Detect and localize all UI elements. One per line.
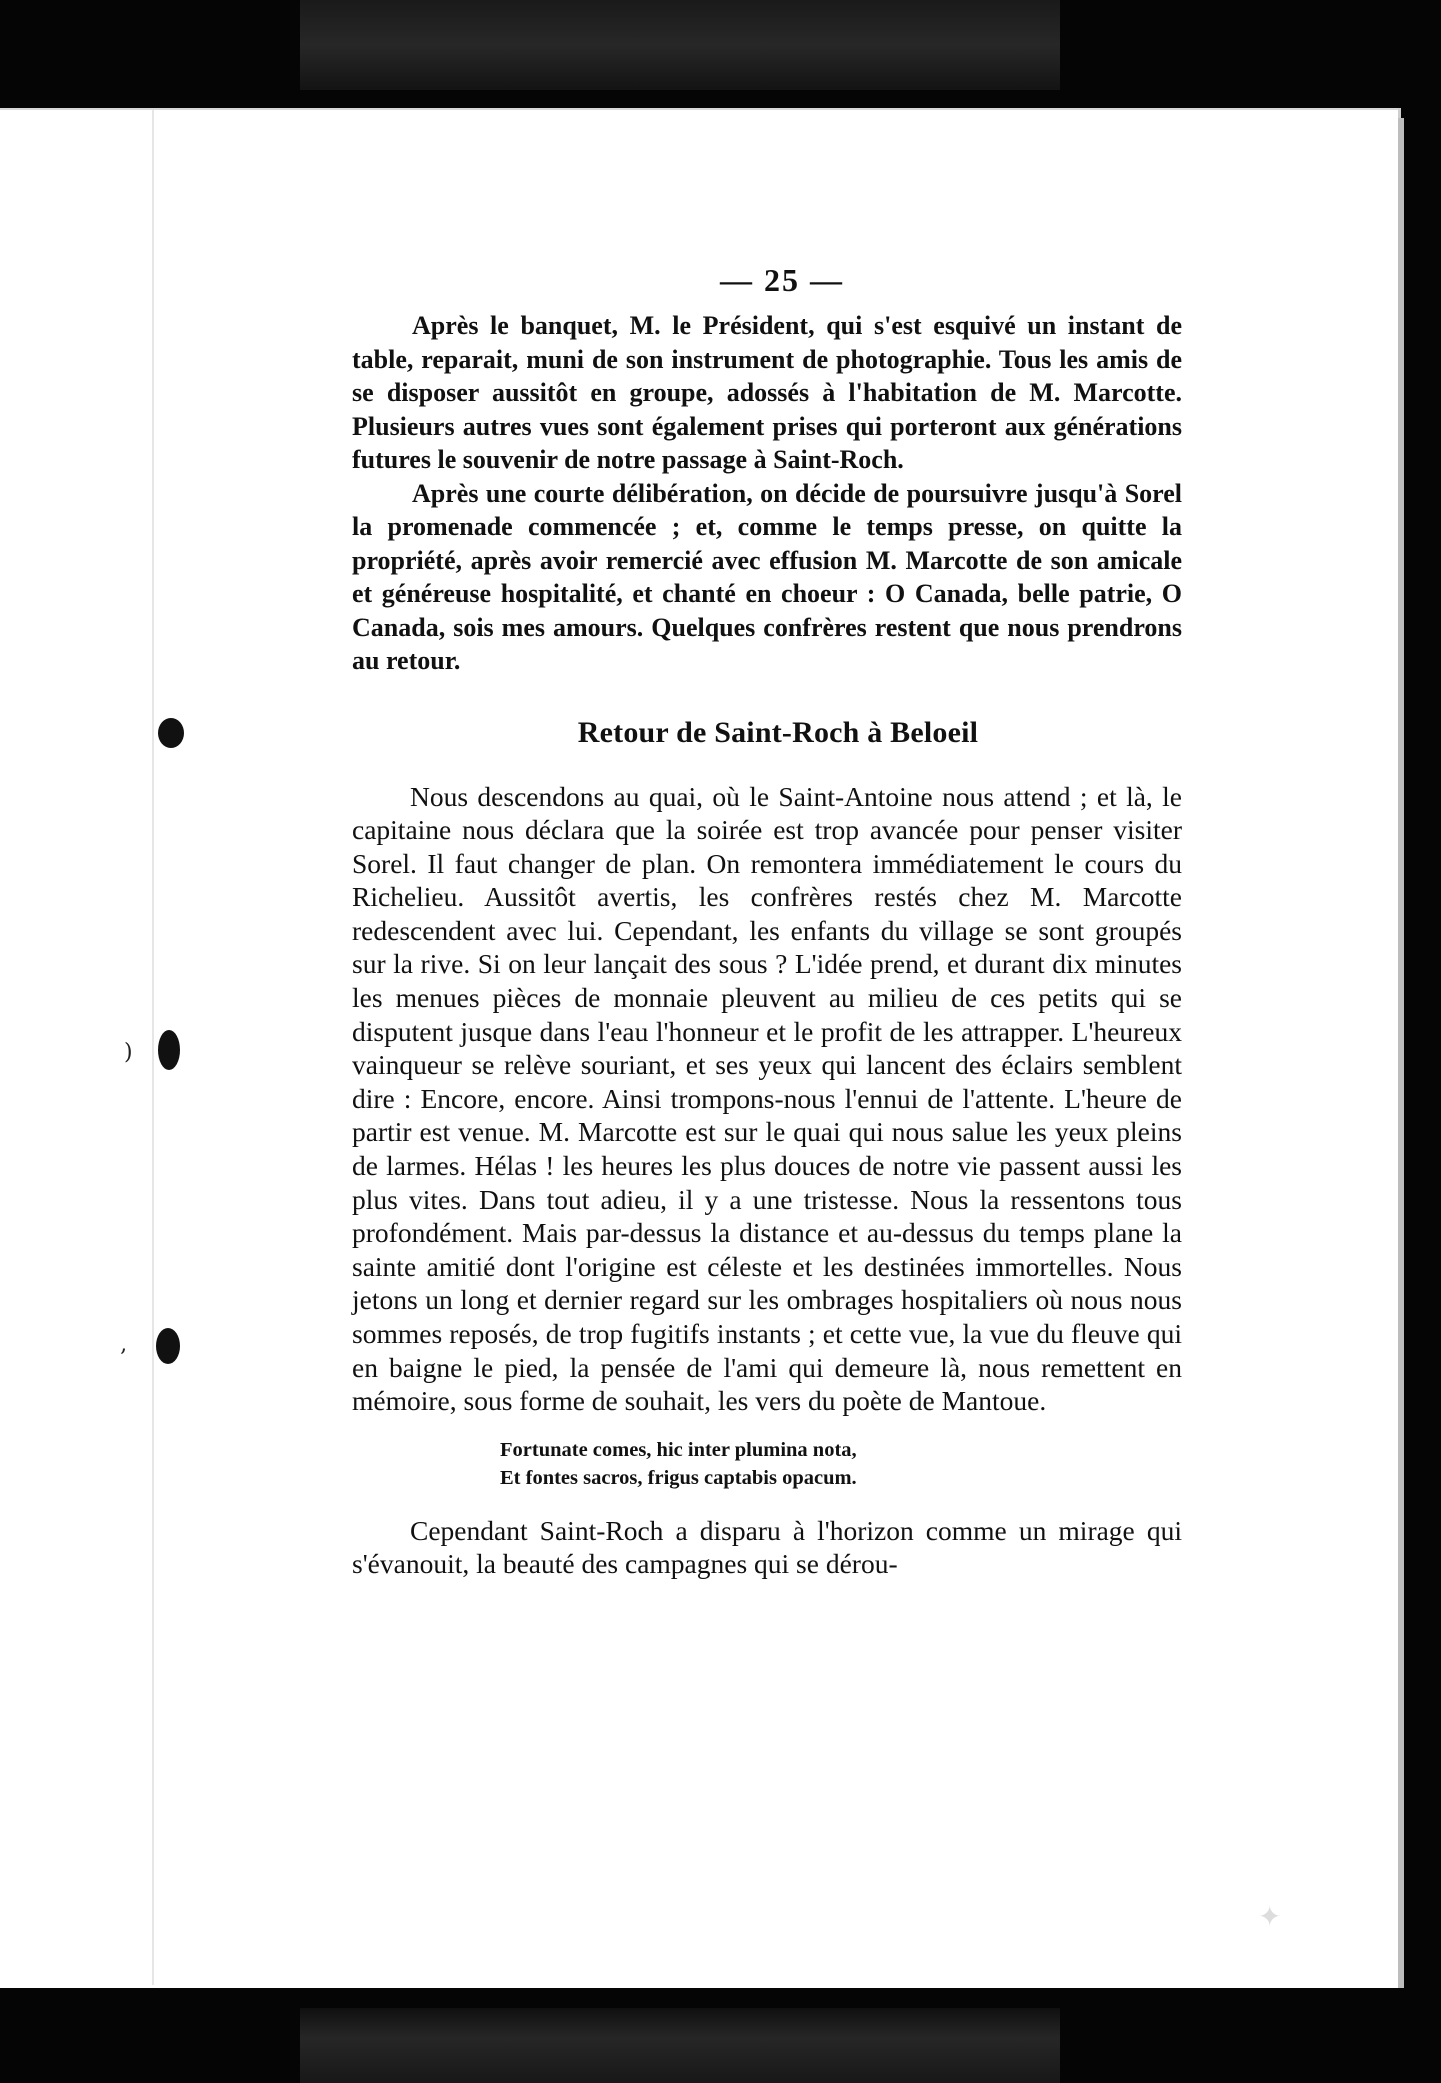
binding-hole-top xyxy=(158,718,184,748)
paragraph-banquet: Après le banquet, M. le Président, qui s'est esquivé un instant de table, reparait, muni de son instrument de photographie. Tous les amis de se disposer aussitôt en groupe, adossés à l'habitation de M. Marcotte. Plusieurs autres vues sont également prises qui porteront aux générations futures le souvenir de notre passage à Saint-Roch. xyxy=(352,311,1182,474)
binding-hole-bottom xyxy=(156,1328,180,1364)
section-heading: Retour de Saint-Roch à Beloeil xyxy=(577,715,979,749)
latin-verse xyxy=(352,1436,1182,1492)
gutter-line xyxy=(152,110,154,1985)
binding-hole-middle xyxy=(158,1030,180,1070)
paragraph-quai: Nous descendons au quai, où le Saint-Antoine nous attend ; et là, le capitaine nous déclara que la soirée est trop avancée pour penser visiter Sorel. Il faut changer de plan. On remontera immédiatement le cours du Richelieu. Aussitôt avertis, les confrères restés chez M. Marcotte redescendent avec lui. Cependant, les enfants du village se sont groupés sur la rive. Si on leur lançait des sous ? L'idée prend, et durant dix minutes les menues pièces de monnaie pleuvent au milieu de ces petits qui se disputent jusque dans l'eau l'honneur et le profit de les attrapper. L'heureux vainqueur se relève souriant, et ses yeux qui lancent des éclairs semblent dire : Encore, encore. Ainsi trompons-nous l'ennui de l'attente. L'heure de partir est venue. M. Marcotte est sur le quai qui nous salue les yeux pleins de larmes. Hélas ! les heures les plus douces de notre vie passent aussi les plus vites. Dans tout adieu, il y a une tristesse. Nous la ressentons tous profondément. Mais par-dessus la distance et au-dessus du temps plane la sainte amitié dont l'origine est céleste et les destinées immortelles. Nous jetons un long et dernier regard sur les ombrages hospitaliers où nous nous sommes reposés, de trop fugitifs instants ; et cette vue, la vue du fleuve qui en baigne le pied, la pensée de l'ami qui demeure là, nous remettent en mémoire, sous forme de souhait, les vers du poète de Mantoue. xyxy=(352,780,1182,1417)
verse-line: Et fontes sacros, frigus captabis opacum. xyxy=(500,1466,857,1489)
margin-mark: ) xyxy=(124,1040,133,1065)
scan-artifact-mark: ✦ xyxy=(1258,1900,1282,1933)
paragraph-deliberation: Après une courte délibération, on décide de poursuivre jusqu'à Sorel la promenade commencée ; et, comme le temps presse, on quitte la propriété, après avoir remercié avec effusion M. Marcotte de son amicale et généreuse hospitalité, et chanté en choeur : O Canada, belle patrie, O Canada, sois mes amours. Quelques confrères restent que nous prendrons au retour. xyxy=(352,478,1182,675)
margin-mark: ‚ xyxy=(120,1332,127,1357)
page-edge xyxy=(1398,118,1404,1988)
page-number: — 25 — xyxy=(720,262,844,298)
scan-bottom-shadow xyxy=(300,2008,1060,2083)
page-text xyxy=(352,262,1182,1581)
verse-line: Fortunate comes, hic inter plumina nota, xyxy=(500,1438,857,1461)
paragraph-closing: Cependant Saint-Roch a disparu à l'horizon comme un mirage qui s'évanouit, la beauté des campagnes qui se dérou- xyxy=(352,1514,1182,1580)
scan-top-shadow xyxy=(300,0,1060,90)
